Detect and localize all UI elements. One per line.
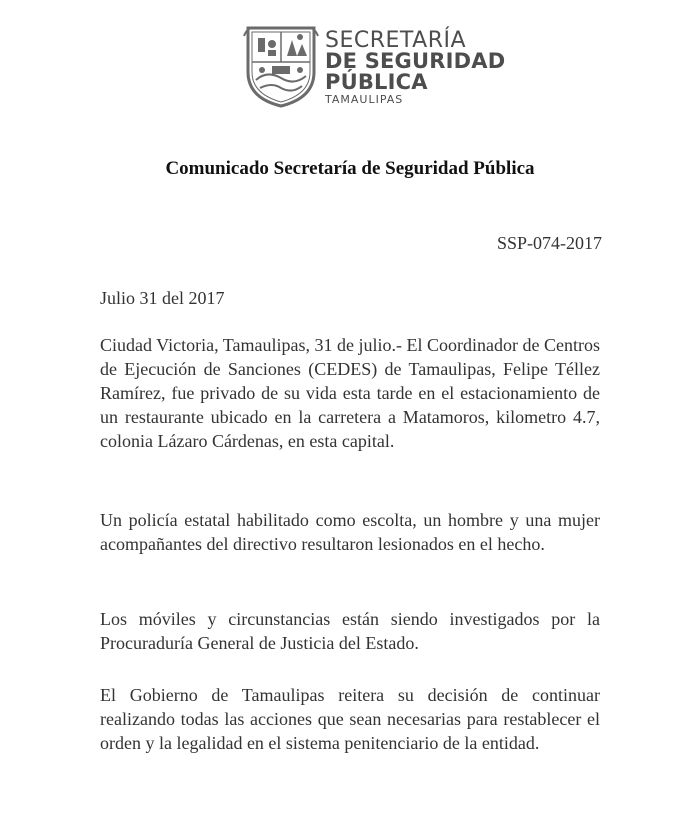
letterhead xyxy=(242,22,506,108)
paragraph-2: Un policía estatal habilitado como escolta, un hombre y una mujer acompañantes del directivo resultaron lesionados en el hecho. xyxy=(100,510,600,554)
document-title: Comunicado Secretaría de Seguridad Pública xyxy=(165,158,535,179)
coat-of-arms-icon xyxy=(242,22,320,108)
paragraph-3: Los móviles y circunstancias están siendo investigados por la Procuraduría General de Justicia del Estado. xyxy=(100,609,600,653)
paragraph-1: Ciudad Victoria, Tamaulipas, 31 de julio.- El Coordinador de Centros de Ejecución de Sanciones (CEDES) de Tamaulipas, Felipe Téllez Ramírez, fue privado de su vida esta tarde en el estacionamiento de un restaurante ubicado en la carretera a Matamoros, kilometro 4.7, colonia Lázaro Cárdenas, en esta capital. xyxy=(100,335,600,451)
paragraph-4: El Gobierno de Tamaulipas reitera su decisión de continuar realizando todas las acciones que sean necesarias para restablecer el orden y la legalidad en el sistema penitenciario de la entidad. xyxy=(100,685,600,753)
reference-number: SSP-074-2017 xyxy=(496,233,602,253)
agency-name xyxy=(325,30,505,106)
brand-line-publica: PÚBLICA xyxy=(325,70,428,94)
brand-line-secretaria: SECRETARÍA xyxy=(325,28,467,53)
document-date: Julio 31 del 2017 xyxy=(100,288,225,308)
brand-line-de-seguridad: DE SEGURIDAD xyxy=(325,49,506,73)
brand-line-tamaulipas: TAMAULIPAS xyxy=(325,93,404,106)
